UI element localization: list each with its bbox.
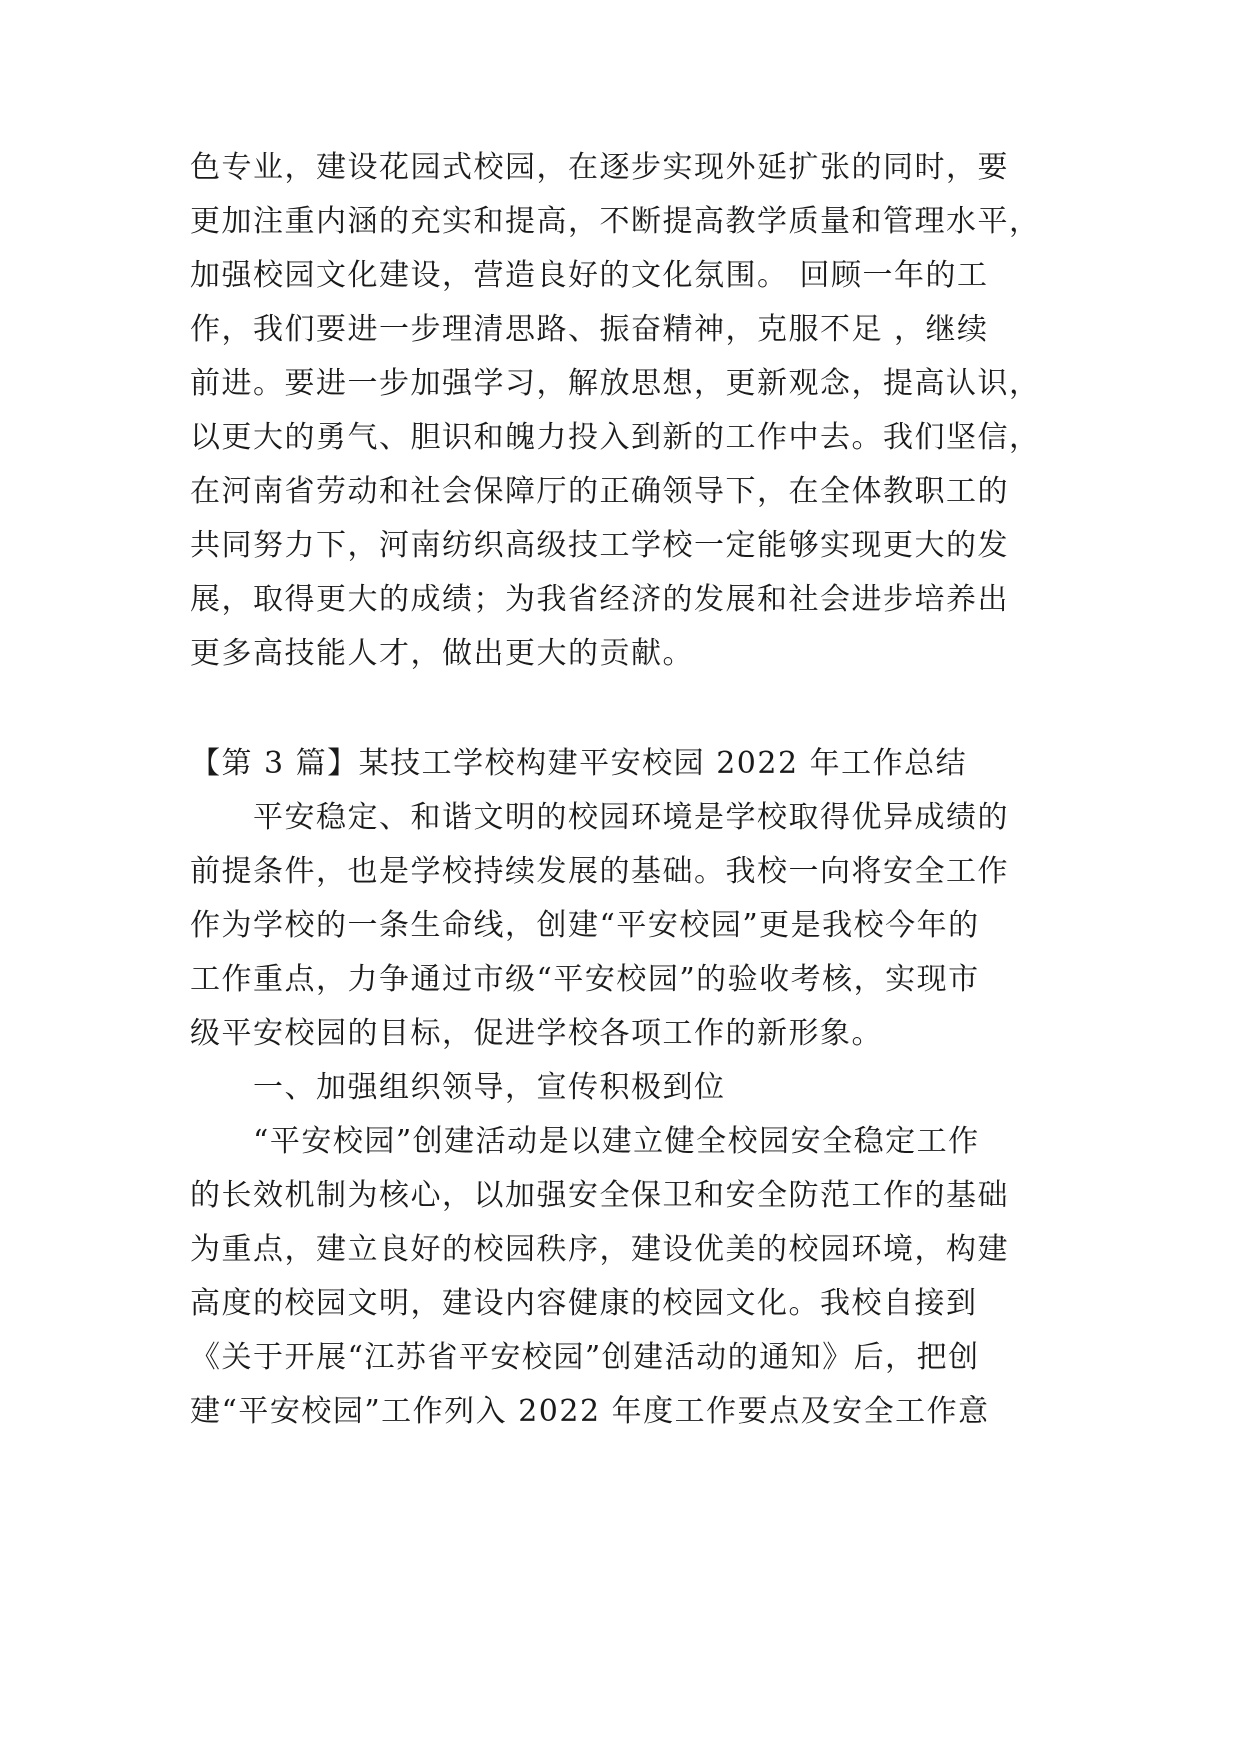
text-line: 更多高技能人才，做出更大的贡献。 xyxy=(190,636,694,671)
text-line: 的长效机制为核心，以加强安全保卫和安全防范工作的基础 xyxy=(190,1178,1009,1213)
section-title: 【第 3 篇】某技工学校构建平安校园 2022 年工作总结 xyxy=(190,746,968,781)
text-line: 《关于开展“江苏省平安校园”创建活动的通知》后，把创 xyxy=(190,1340,980,1375)
text-line: 色专业，建设花园式校园，在逐步实现外延扩张的同时，要 xyxy=(190,150,1009,185)
text-line: 在河南省劳动和社会保障厅的正确领导下，在全体教职工的 xyxy=(190,474,1009,509)
text-line: 级平安校园的目标，促进学校各项工作的新形象。 xyxy=(190,1016,883,1051)
text-line: 更加注重内涵的充实和提高，不断提高教学质量和管理水平， xyxy=(190,204,1041,239)
text-line: “平安校园”创建活动是以建立健全校园安全稳定工作 xyxy=(190,1124,980,1159)
text-line: 高度的校园文明，建设内容健康的校园文化。我校自接到 xyxy=(190,1286,978,1321)
text-line: 前进。要进一步加强学习，解放思想，更新观念，提高认识， xyxy=(190,366,1041,401)
subheading: 一、加强组织领导，宣传积极到位 xyxy=(190,1070,726,1105)
text-line: 平安稳定、和谐文明的校园环境是学校取得优异成绩的 xyxy=(190,800,1009,835)
text-line: 共同努力下，河南纺织高级技工学校一定能够实现更大的发 xyxy=(190,528,1009,563)
text-line: 建“平安校园”工作列入 2022 年度工作要点及安全工作意 xyxy=(190,1394,990,1429)
text-line: 作，我们要进一步理清思路、振奋精神，克服不足 ，继续 xyxy=(190,312,989,347)
text-line: 以更大的勇气、胆识和魄力投入到新的工作中去。我们坚信， xyxy=(190,420,1041,455)
text-line: 前提条件，也是学校持续发展的基础。我校一向将安全工作 xyxy=(190,854,1009,889)
text-line: 加强校园文化建设，营造良好的文化氛围。 回顾一年的工 xyxy=(190,258,989,293)
text-line: 作为学校的一条生命线，创建“平安校园”更是我校今年的 xyxy=(190,908,980,943)
text-line: 工作重点，力争通过市级“平安校园”的验收考核，实现市 xyxy=(190,962,980,997)
text-line: 为重点，建立良好的校园秩序，建设优美的校园环境，构建 xyxy=(190,1232,1009,1267)
text-line: 展，取得更大的成绩；为我省经济的发展和社会进步培养出 xyxy=(190,582,1009,617)
